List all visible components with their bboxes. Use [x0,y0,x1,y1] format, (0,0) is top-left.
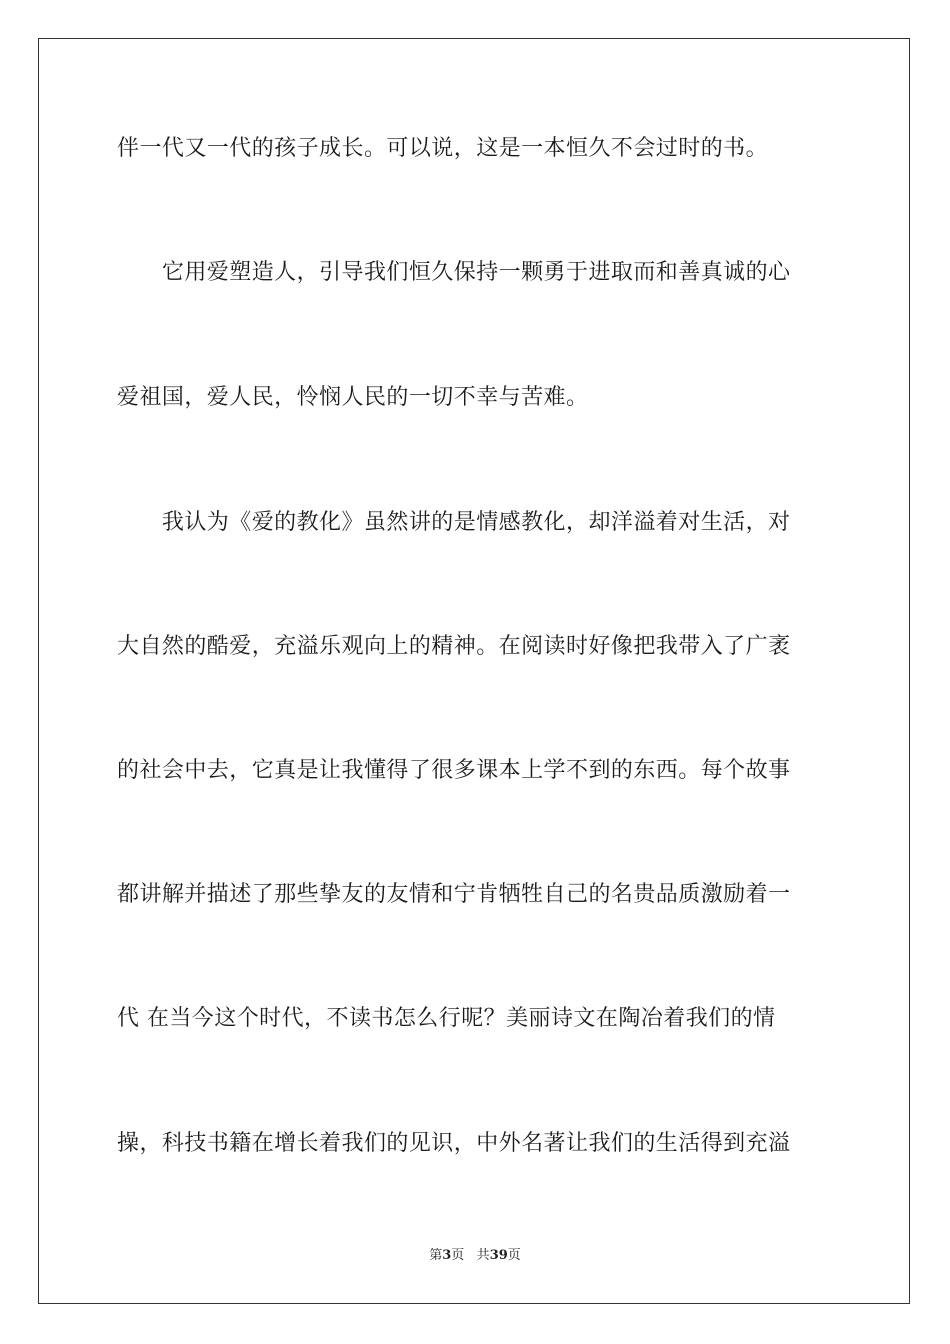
text-line-9: 操，科技书籍在增长着我们的见识，中外名著让我们的生活得到充溢 [117,1131,791,1156]
footer-prefix: 第 [429,1248,443,1263]
page-number: 3 [442,1248,452,1263]
total-pages: 39 [489,1248,508,1263]
text-line-2: 它用爱塑造人，引导我们恒久保持一颗勇于进取而和善真诚的心 [117,260,791,285]
page-suffix: 页 [451,1248,465,1263]
total-suffix: 页 [507,1248,521,1263]
text-line-6: 的社会中去，它真是让我懂得了很多课本上学不到的东西。每个故事 [117,758,791,783]
total-prefix: 共 [476,1248,490,1263]
text-line-8: 代 在当今这个时代，不读书怎么行呢？美丽诗文在陶冶着我们的情 [117,1006,776,1031]
page-border [38,38,910,1304]
text-line-7: 都讲解并描述了那些挚友的友情和宁肯牺牲自己的名贵品质激励着一 [117,882,791,907]
text-line-4: 我认为《爱的教化》虽然讲的是情感教化，却洋溢着对生活，对 [117,510,791,535]
page-footer [0,1247,950,1265]
text-line-5: 大自然的酷爱，充溢乐观向上的精神。在阅读时好像把我带入了广袤 [117,634,791,659]
text-line-3: 爱祖国，爱人民，怜悯人民的一切不幸与苦难。 [117,385,589,410]
text-line-1: 伴一代又一代的孩子成长。可以说，这是一本恒久不会过时的书。 [117,136,769,161]
